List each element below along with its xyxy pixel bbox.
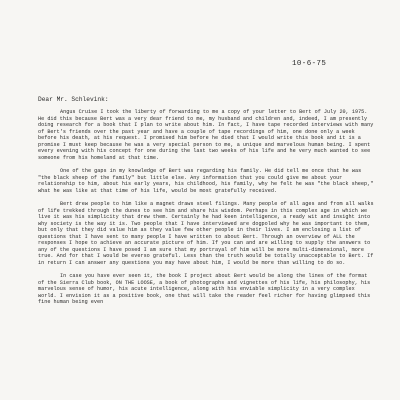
salutation: Dear Mr. Schlevink:: [38, 96, 109, 103]
letter-body: [38, 109, 376, 313]
paragraph-2: One of the gaps in my knowledge of Bert was regarding his family. He did tell me once that he was "the black sheep of the family" but little else. Any information that you could give me about your relationship to him, about his early years, his childhood, his family, why he felt he was "the black sheep," what he was like at that time of his life, would be most gratefully received.: [38, 168, 374, 194]
paragraph-4: In case you have ever seen it, the book I project about Bert would be along the lines of the format of the Sierra Club book, ON THE LOOSE, a book of photographs and vignettes of his life, his philosophy, his marvelous sense of humor, his acute intelligence, along with his enviable simplicity in a very complex world. I envision it as a positive book, one that will take the reader feel richer for having glimpsed this fine human being even: [38, 273, 371, 305]
paragraph-3: Bert drew people to him like a magnet draws steel filings. Many people of all ages and from all walks of life trekked through the dunes to see him and share his wisdom. Perhaps in this complex age in which we live it was his simplicity that drew them. Certainly he had keen intelligence, a ready wit and insight into why society is the way it is. Two people that I have interviewed are dogpoled why he was important to them, but only that they did value him as they value few other people in their lives. I am enclosing a list of questions that I have sent to many people I have written to about Bert. Through an overview of ALL the responses I hope to achieve an accurate picture of him. If you can and are willing to supply the answers to any of the questions I have posed I am sure that my portrayal of him will be more multi-dimensional, more true. And for that I would be everso grateful. Less than the truth would be totally unacceptable to Bert. If in return I can answer any questions you may have about him, I would be more than willing to do so.: [38, 201, 374, 266]
letter-date: 10-6-75: [292, 60, 327, 68]
paragraph-1: Angus Cruise I took the liberty of forwarding to me a copy of your letter to Bert of July 20, 1975. He did this because Bert was a very dear friend to me, my husband and children and, indeed, I am presently doing research for a book that I plan to write about him. In fact, I have tape recorded interviews with many of Bert's friends over the past year and have a couple of tape recordings of him, one done only a week before his death, at his request. I promised him before he died that I would write this book and it is a promise I must keep because he was a very special person to me, a unique and marvelous human being. I spent every evening with his concept for one during the last two weeks of his life and he very much wanted to see someone from his homeland at that time.: [38, 109, 374, 161]
